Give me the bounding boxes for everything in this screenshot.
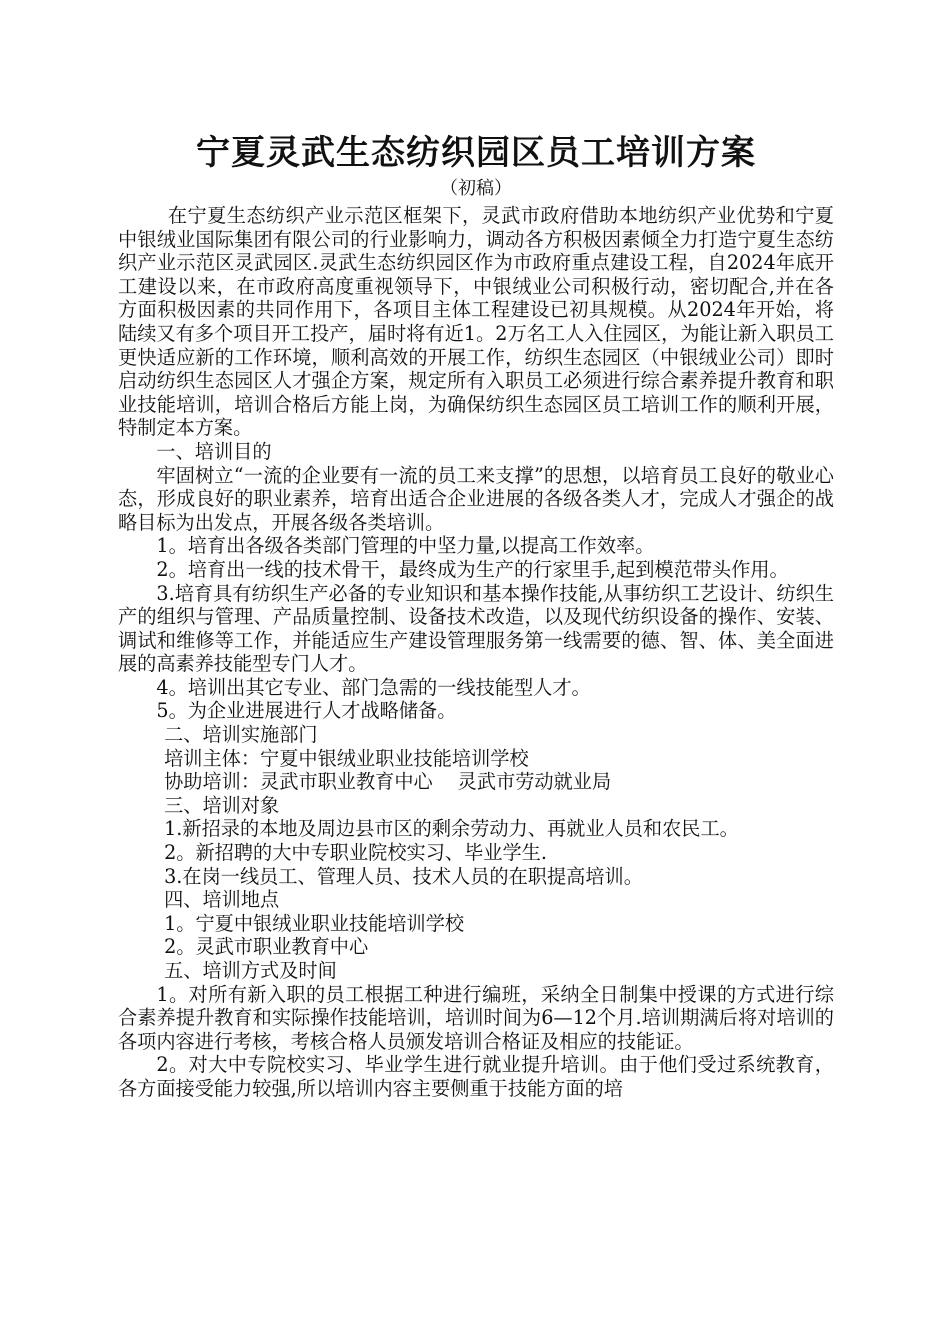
document-subtitle: （初稿） bbox=[440, 178, 512, 199]
section-2-heading: 二、培训实施部门 bbox=[164, 723, 318, 747]
section-2-main-body: 培训主体：宁夏中银绒业职业技能培训学校 bbox=[164, 746, 529, 770]
section-1-item-1: 1。培育出各级各类部门管理的中坚力量,以提高工作效率。 bbox=[156, 534, 655, 558]
document-title: 宁夏灵武生态纺织园区员工培训方案 bbox=[196, 133, 756, 173]
section-1-body: 牢固树立“一流的企业要有一流的员工来支撑”的思想，以培育员工良好的敬业心态，形成良好的职业素养，培育出适合企业进展的各级各类人才，完成人才强企的战略目标为出发点，开展各级各类培训。 bbox=[118, 463, 834, 534]
section-1-item-3: 3.培育具有纺织生产必备的专业知识和基本操作技能,从事纺织工艺设计、纺织生产的组织与管理、产品质量控制、设备技术改造，以及现代纺织设备的操作、安装、调试和维修等工作，并能适应生产建设管理服务第一线需要的德、智、体、美全面进展的高素养技能型专门人才。 bbox=[118, 581, 834, 676]
section-4-item-2: 2。灵武市职业教育中心 bbox=[164, 935, 369, 959]
section-1-heading: 一、培训目的 bbox=[156, 439, 272, 463]
section-1-item-4: 4。培训出其它专业、部门急需的一线技能型人才。 bbox=[156, 675, 591, 699]
section-4-heading: 四、培训地点 bbox=[164, 888, 280, 912]
section-3-item-3: 3.在岗一线员工、管理人员、技术人员的在职提高培训。 bbox=[164, 864, 643, 888]
section-3-item-1: 1.新招录的本地及周边县市区的剩余劳动力、再就业人员和农民工。 bbox=[164, 817, 739, 841]
section-2-assist-second: 灵武市劳动就业局 bbox=[457, 770, 612, 794]
intro-paragraph: 在宁夏生态纺织产业示范区框架下，灵武市政府借助本地纺织产业优势和宁夏中银绒业国际集团有限公司的行业影响力，调动各方积极因素倾全力打造宁夏生态纺织产业示范区灵武园区.灵武生态纺织园区作为市政府重点建设工程，自2024年底开工建设以来，在市政府高度重视领导下，中银绒业公司积极行动，密切配合,并在各方面积极因素的共同作用下，各项目主体工程建设已初具规模。从2024年开始，将陆续又有多个项目开工投产，届时将有近1。2万名工人入住园区，为能让新入职员工更快适应新的工作环境，顺利高效的开展工作，纺织生态园区（中银绒业公司）即时启动纺织生态园区人才强企方案，规定所有入职员工必须进行综合素养提升教育和职业技能培训，培训合格后方能上岗，为确保纺织生态园区员工培训工作的顺利开展，特制定本方案。 bbox=[118, 204, 834, 440]
section-3-heading: 三、培训对象 bbox=[164, 793, 280, 817]
section-2-assist-label: 协助培训：灵武市职业教育中心 bbox=[164, 770, 433, 794]
section-5-heading: 五、培训方式及时间 bbox=[164, 959, 337, 982]
section-1-item-5: 5。为企业进展进行人才战略储备。 bbox=[156, 699, 457, 723]
section-1-item-2: 2。培育出一线的技术骨干，最终成为生产的行家里手,起到模范带头作用。 bbox=[156, 557, 789, 581]
section-5-item-2: 2。对大中专院校实习、毕业学生进行就业提升培训。由于他们受过系统教育，各方面接受能力较强,所以培训内容主要侧重于技能方面的培 bbox=[118, 1053, 834, 1100]
section-5-item-1: 1。对所有新入职的员工根据工种进行编班，采纳全日制集中授课的方式进行综合素养提升教育和实际操作技能培训，培训时间为6—12个月.培训期满后将对培训的各项内容进行考核，考核合格人员颁发培训合格证及相应的技能证。 bbox=[118, 982, 834, 1053]
section-3-item-2: 2。新招聘的大中专职业院校实习、毕业学生. bbox=[164, 841, 547, 865]
document-page bbox=[118, 130, 834, 1101]
section-4-item-1: 1。宁夏中银绒业职业技能培训学校 bbox=[164, 911, 465, 935]
section-2-assist bbox=[118, 770, 834, 794]
